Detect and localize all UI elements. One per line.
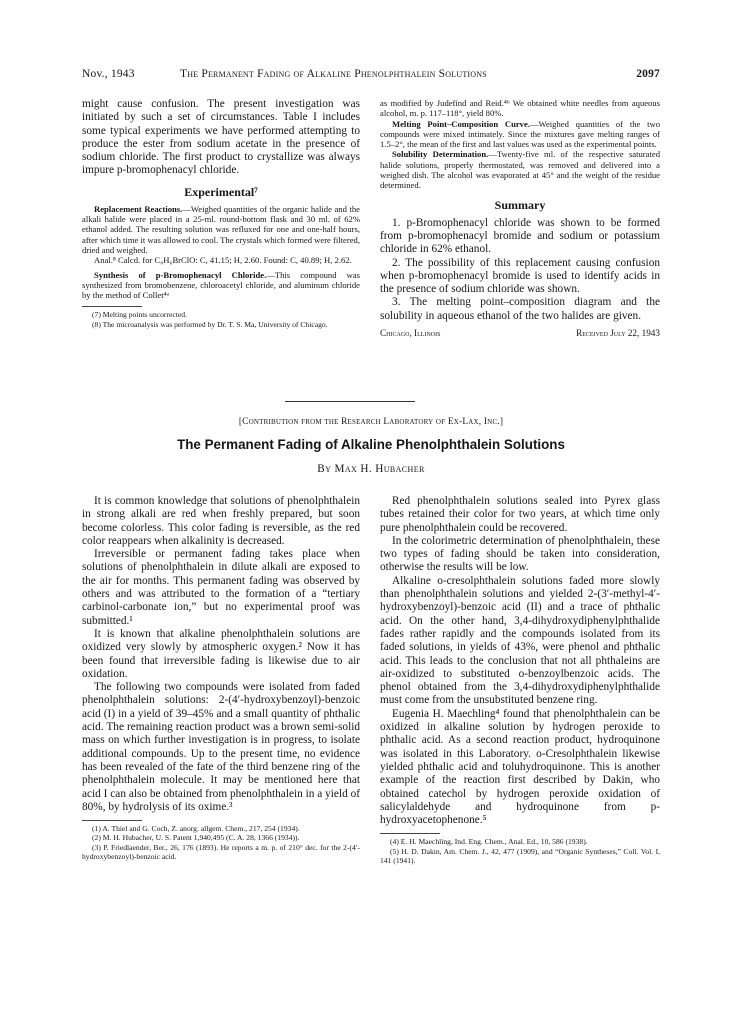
footnote-8: (8) The microanalysis was performed by Dr. T. S. Ma, University of Chicago. [92, 319, 328, 329]
body-paragraph-4: The following two compounds were isolated from faded phenolphthalein solutions: 2-(4′-hydroxybenzoyl)-benzoic acid (I) in a yield of 39–45% and a small quantity of phthalic acid. The remaining reaction product was a brown semi-solid mass on which further investigation is in progress, to isolate additional compounds. Up to the present time, no evidence has been revealed of the fate of the third benzene ring of the phenolphthalein molecule. It may be mentioned here that acid I can also be obtained from phenolphthalein in a yield of 80%, by hydrolysis of its oxime.³ [82, 681, 360, 813]
footnote-7: (7) Melting points uncorrected. [92, 310, 187, 320]
summary-item-1: 1. p-Bromophenacyl chloride was shown to be formed from p-bromophenacyl bromide and sodium or potassium chloride in 62% ethanol. [380, 216, 660, 256]
solubility-heading: Solubility Determination. [392, 149, 489, 160]
experimental-heading: Experimental⁷ [184, 184, 258, 199]
bottom-right-column [380, 495, 660, 865]
footnote-rule [380, 833, 440, 834]
bottom-left-column [82, 495, 360, 861]
synthesis-paragraph [82, 270, 360, 301]
footnote-3: (3) P. Friedlaender, Ber., 26, 176 (1893). He reports a m. p. of 210° dec. for the 2-(4′-hydroxybenzoyl)-benzoic acid. [82, 842, 360, 861]
melting-point-paragraph [380, 119, 660, 150]
body-paragraph-3: It is known that alkaline phenolphthalein solutions are oxidized very slowly by atmospheric oxygen.² Now it has been found that irreversible fading is likewise due to air oxidation. [82, 627, 360, 680]
received-date: Received July 22, 1943 [576, 328, 660, 339]
replacement-reactions-heading: Replacement Reactions. [94, 203, 183, 214]
replacement-reactions-text: —Weighed quantities of the organic halide and the alkali halide were placed in a 25-ml. round-bottom flask and 30 ml. of 62% ethanol added. The resulting solution was refluxed for one and one-half hours, after which time it was allowed to cool. The crystals which formed were filtered, dried and weighed. [82, 203, 360, 255]
contribution-line: [Contribution from the Research Laboratory of Ex-Lax, Inc.] [238, 417, 504, 427]
summary-heading: Summary [494, 197, 546, 212]
body-paragraph-6: In the colorimetric determination of phenolphthalein, these two types of fading should be taken into consideration, otherwise the results will be low. [380, 534, 660, 574]
footnote-5: (5) H. D. Dakin, Am. Chem. J., 42, 477 (1909), and “Organic Syntheses,” Coll. Vol. I, 141 (1941). [380, 846, 660, 865]
synthesis-text: —This compound was synthesized from bromobenzene, chloroacetyl chloride, and aluminum chloride by the method of Collet⁴ᵃ [82, 269, 360, 301]
analysis-line: Anal.⁸ Calcd. for C₈H₆BrClO: C, 41.15; H, 2.60. Found: C, 40.89; H, 2.62. [94, 255, 352, 266]
footnote-1: (1) A. Thiel and G. Coch, Z. anorg. allgem. Chem., 217, 254 (1934). [92, 824, 300, 834]
summary-item-3: 3. The melting point–composition diagram and the solubility in aqueous ethanol of the two halides are given. [380, 296, 660, 322]
article-title: The Permanent Fading of Alkaline Phenolphthalein Solutions [177, 437, 565, 452]
footnote-2: (2) M. H. Hubacher, U. S. Patent 1,940,495 (C. A. 28, 1366 (1934)). [92, 833, 300, 843]
top-left-column [82, 98, 360, 329]
continued-small-paragraph: as modified by Judefind and Reid.⁴ᵇ We obtained white needles from aqueous alcohol, m. p. 117–118°, yield 80%. [380, 98, 660, 119]
replacement-reactions-paragraph [82, 204, 360, 255]
melting-point-heading: Melting Point–Composition Curve. [392, 118, 530, 129]
body-paragraph-2: Irreversible or permanent fading takes place when solutions of phenolphthalein in dilute alkali are exposed to the air for months. This permanent fading was observed by others and was attributed to the formation of a “tertiary carbinol-carbonate ion,” but no experimental proof was submitted.¹ [82, 548, 360, 627]
body-paragraph-5: Red phenolphthalein solutions sealed into Pyrex glass tubes retained their color for two years, at which time only pure phenolphthalein could be recovered. [380, 495, 660, 534]
summary-item-2: 2. The possibility of this replacement causing confusion when p-bromophenacyl bromide is used to identify acids in the presence of sodium chloride was shown. [380, 256, 660, 296]
footnote-rule [82, 306, 142, 307]
top-right-column [380, 98, 660, 338]
body-paragraph-8: Eugenia H. Maechling⁴ found that phenolphthalein can be oxidized in alkaline solution by hydrogen peroxide to phthalic acid. As a second reaction product, hydroquinone was isolated in this Laboratory. o-Cresolphthalein likewise yielded phthalic acid and toluhydroquinone. This is another example of the reaction first described by Dakin, who obtained catechol by hydrogen peroxide oxidation of salicylaldehyde and hydroquinone from p-hydroxyacetophenone.⁵ [380, 707, 660, 827]
body-paragraph-1: It is common knowledge that solutions of phenolphthalein in strong alkali are red when freshly prepared, but soon become colorless. This color fading is reversible, as the red color reappears when alkalinity is decreased. [82, 495, 360, 547]
running-header [82, 68, 660, 84]
running-title: The Permanent Fading of Alkaline Phenolphthalein Solutions [180, 68, 487, 80]
melting-point-text: —Weighed quantities of the two compounds were mixed intimately. Since the mixtures gave melting ranges of 1.5–2°, the mean of the first and last values was used as the experimental points. [380, 118, 660, 150]
affiliation-row [380, 328, 660, 338]
issue-date: Nov., 1943 [82, 68, 135, 80]
author-byline: By Max H. Hubacher [317, 463, 425, 475]
continued-paragraph: might cause confusion. The present investigation was initiated by such a set of circumstances. Table I includes some typical experiments we have performed attempting to produce the ester from sodium acetate in the presence of sodium chloride. The first product to crystallize was always impure p-bromophenacyl chloride. [82, 98, 360, 177]
page-number: 2097 [636, 68, 660, 80]
synthesis-heading: Synthesis of p-Bromophenacyl Chloride. [94, 269, 267, 280]
solubility-text: —Twenty-five ml. of the respective saturated halide solutions, properly thermostated, was removed and delivered into a weighed dish. The alcohol was evaporated at 45° and the weight of the residue determined. [380, 149, 660, 191]
affiliation: Chicago, Illinois [380, 328, 441, 339]
footnote-rule [82, 820, 142, 821]
footnote-4: (4) E. H. Maechling, Ind. Eng. Chem., Anal. Ed., 10, 586 (1938). [390, 837, 588, 847]
solubility-paragraph [380, 149, 660, 190]
article-separator [285, 401, 415, 402]
body-paragraph-7: Alkaline o-cresolphthalein solutions faded more slowly than phenolphthalein solutions and yielded 2-(3′-methyl-4′-hydroxybenzoyl)-benzoic acid (II) and a trace of phthalic acid. On the other hand, 3,4-dihydroxydiphenylphthalide fades rather rapidly and the compounds isolated from its faded solutions, in yields of 43%, were phenol and phthalic acid. This leads to the conclusion that not all phthaleins are air-oxidized to substituted o-benzoylbenzoic acids. The phenol obtained from the 3,4-dihydroxydiphenylphthalide must come from the unsubstituted benzene ring. [380, 574, 660, 707]
